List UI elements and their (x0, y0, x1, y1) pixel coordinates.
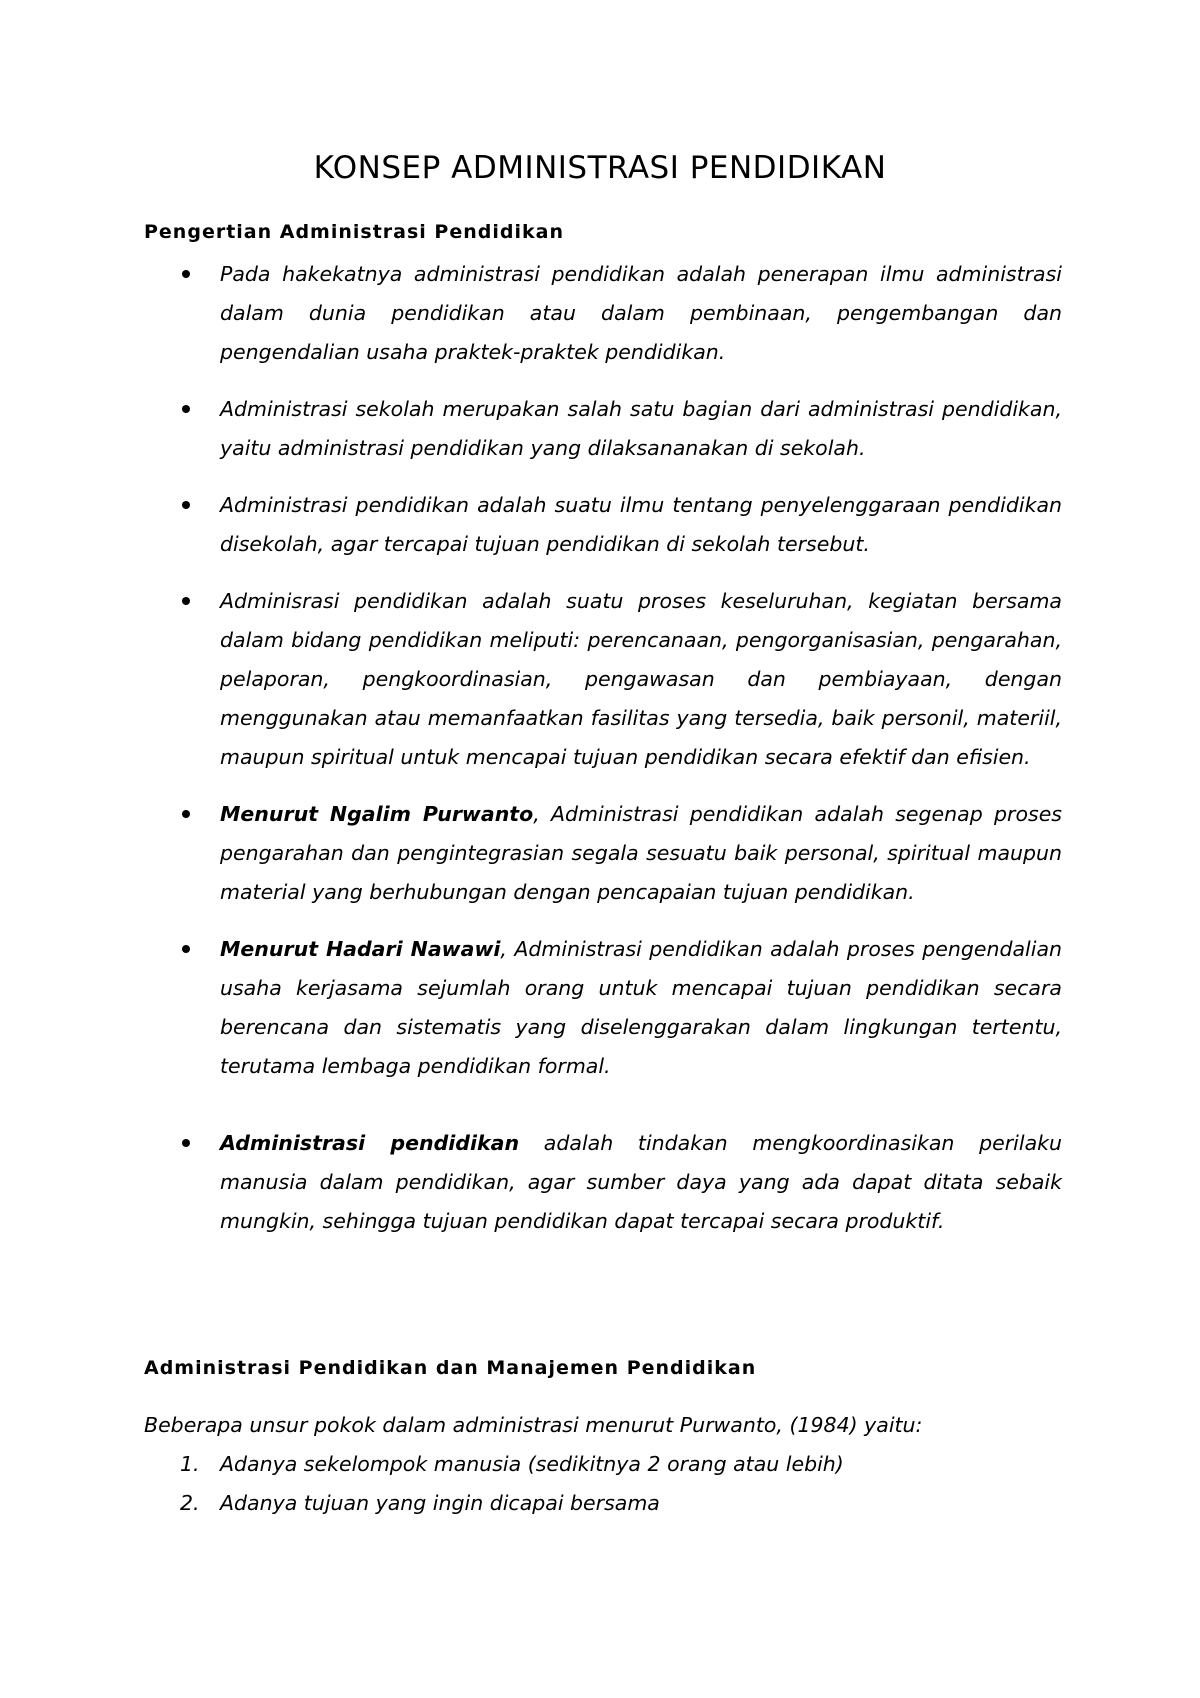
list-item (220, 1124, 1062, 1241)
item-text: Administrasi sekolah merupakan salah satu bagian dari administrasi pendidikan, yaitu administrasi pendidikan yang dilaksananakan di sekolah. (220, 397, 1062, 460)
list-item (220, 795, 1062, 912)
section-heading-manajemen: Administrasi Pendidikan dan Manajemen Pendidikan (144, 1357, 757, 1379)
list-item (220, 486, 1062, 564)
item-text: , Administrasi pendidikan adalah segenap proses pengarahan dan pengintegrasian segala sesuatu baik personal, spiritual maupun material yang berhubungan dengan pencapaian tujuan pendidikan. (220, 802, 1062, 904)
item-text: Adminisrasi pendidikan adalah suatu proses keseluruhan, kegiatan bersama dalam bidang pendidikan meliputi: perencanaan, pengorganisasian, pengarahan, pelaporan, pengkoordinasian, pengawasan dan pembiayaan, dengan menggunakan atau memanfaatkan fasilitas yang tersedia, baik personil, materiil, maupun spiritual untuk mencapai tujuan pendidikan secara efektif dan efisien. (220, 589, 1062, 769)
document-title: KONSEP ADMINISTRASI PENDIDIKAN (313, 150, 887, 186)
list-item (220, 930, 1062, 1086)
item-lead: Menurut Ngalim Purwanto (220, 802, 534, 826)
item-text: Administrasi pendidikan adalah suatu ilmu tentang penyelenggaraan pendidikan disekolah, agar tercapai tujuan pendidikan di sekolah tersebut. (220, 493, 1062, 556)
item-lead: Menurut Hadari Nawawi (220, 937, 501, 961)
section-heading-pengertian: Pengertian Administrasi Pendidikan (144, 221, 564, 243)
list-number: 1. (180, 1452, 200, 1476)
item-text: Pada hakekatnya administrasi pendidikan adalah penerapan ilmu administrasi dalam dunia pendidikan atau dalam pembinaan, pengembangan dan pengendalian usaha praktek-praktek pendidikan. (220, 262, 1062, 364)
list-item (180, 1445, 1062, 1484)
item-text: adalah tindakan mengkoordinasikan perilaku manusia dalam pendidikan, agar sumber daya yang ada dapat ditata sebaik mungkin, sehingga tujuan pendidikan dapat tercapai secara produktif. (220, 1131, 1062, 1233)
item-lead: Administrasi pendidikan (220, 1131, 520, 1155)
item-text: , Administrasi pendidikan adalah proses pengendalian usaha kerjasama sejumlah orang untuk mencapai tujuan pendidikan secara berencana dan sistematis yang diselenggarakan dalam lingkungan tertentu, terutama lembaga pendidikan formal. (220, 937, 1062, 1078)
intro-paragraph: Beberapa unsur pokok dalam administrasi menurut Purwanto, (1984) yaitu: (144, 1413, 923, 1437)
list-item (220, 255, 1062, 372)
numbered-list (0, 1445, 1200, 1523)
item-text: Adanya tujuan yang ingin dicapai bersama (220, 1491, 660, 1515)
definition-list (0, 255, 1200, 1241)
item-text: Adanya sekelompok manusia (sedikitnya 2 orang atau lebih) (220, 1452, 844, 1476)
list-item (220, 390, 1062, 468)
list-item (180, 1484, 1062, 1523)
list-item (220, 582, 1062, 777)
list-number: 2. (180, 1491, 200, 1515)
